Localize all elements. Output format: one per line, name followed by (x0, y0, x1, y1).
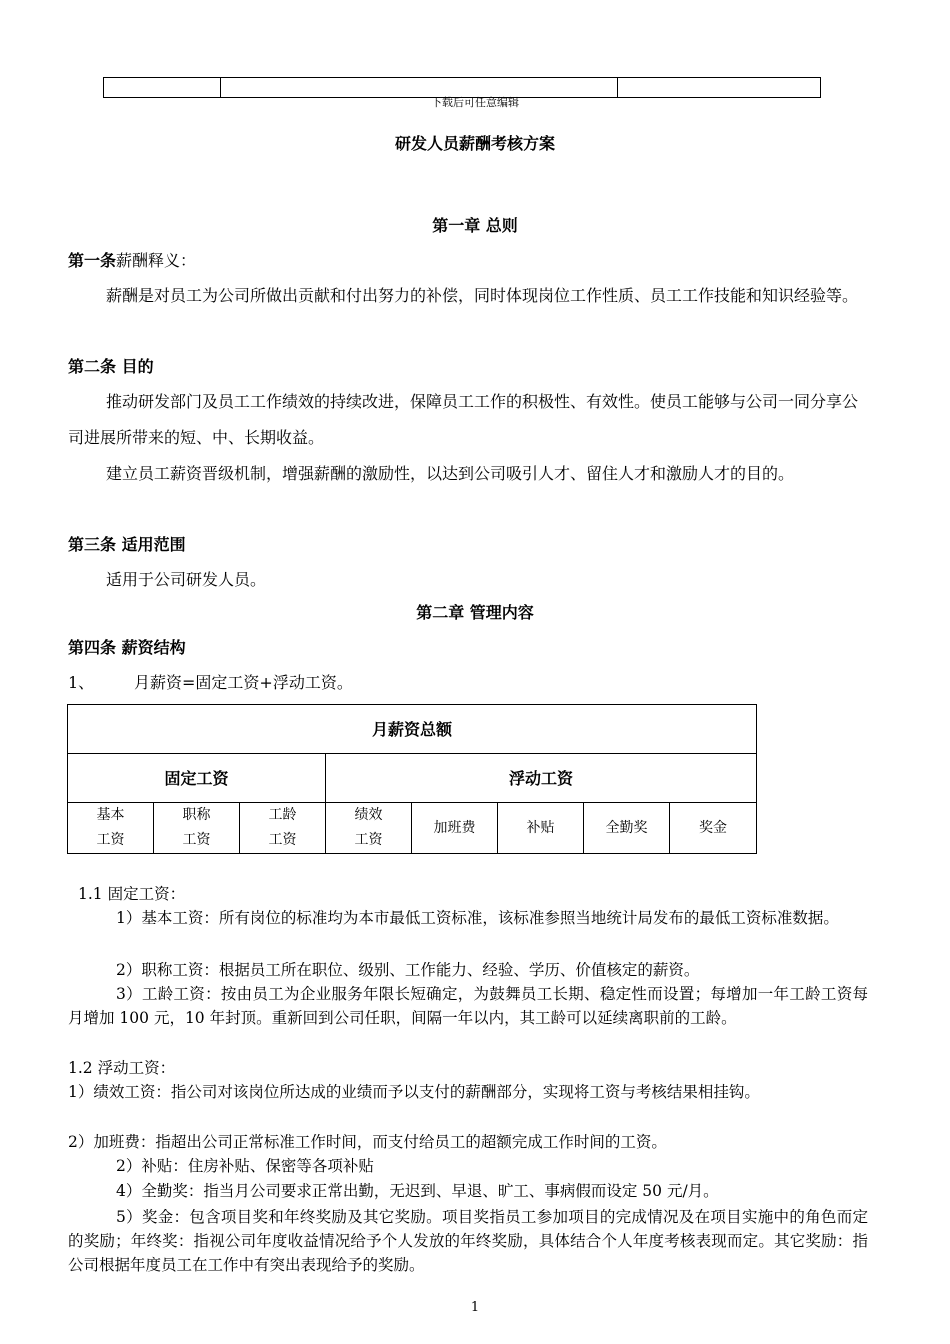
section-1-2-item-5: 5）奖金：包含项目奖和年终奖励及其它奖励。项目奖指员工参加项目的完成情况及在项目实施中的角色而定的奖励；年终奖：指视公司年度收益情况给予个人发放的年终奖励，具体结合个人年度考核表现而定。其它奖励：指公司根据年度员工在工作中有突出表现给予的奖励。 (68, 1208, 868, 1274)
article-3-heading (68, 534, 186, 556)
watermark-text: 下载后可任意编辑 (431, 96, 519, 109)
formula-number: 1、 (68, 673, 95, 692)
article-3-text: 适用于公司研发人员。 (106, 570, 267, 589)
floating-salary-header: 浮动工资 (326, 754, 757, 803)
salary-item-cell: 加班费 (412, 803, 498, 854)
salary-formula (68, 672, 353, 694)
header-cell (618, 78, 821, 98)
article-1-text: 薪酬是对员工为公司所做出贡献和付出努力的补偿，同时体现岗位工作性质、员工工作技能和知识经验等。 (106, 286, 859, 305)
header-cell (221, 78, 618, 98)
article-2-text-2: 建立员工薪资晋级机制，增强薪酬的激励性，以达到公司吸引人才、留住人才和激励人才的目的。 (106, 464, 795, 483)
chapter-2-heading: 第二章 管理内容 (416, 603, 534, 622)
section-1-1-item-2: 2）职称工资：根据员工所在职位、级别、工作能力、经验、学历、价值核定的薪资。 (116, 961, 700, 979)
section-1-2-item-1: 1）绩效工资：指公司对该岗位所达成的业绩而予以支付的薪酬部分，实现将工资与考核结果相挂钩。 (68, 1083, 760, 1101)
article-1-label: 第一条 (68, 251, 117, 270)
section-1-2-item-2: 2）加班费：指超出公司正常标准工作时间，而支付给员工的超额完成工作时间的工资。 (68, 1133, 667, 1151)
article-1-paragraph (68, 278, 858, 314)
salary-item-cell: 补贴 (498, 803, 584, 854)
section-1-1-heading: 1.1 固定工资： (78, 885, 186, 903)
article-2-label: 第二条 (68, 357, 117, 376)
article-3-title: 适用范围 (121, 535, 186, 554)
salary-item-cell: 基本 工资 (68, 803, 154, 854)
article-2-paragraph-2 (68, 456, 858, 492)
article-2-paragraph-1 (68, 384, 858, 456)
article-2-text-1: 推动研发部门及员工工作绩效的持续改进，保障员工工作的积极性、有效性。使员工能够与公司一同分享公司进展所带来的短、中、长期收益。 (68, 392, 859, 447)
salary-item-cell: 绩效 工资 (326, 803, 412, 854)
salary-item-cell: 职称 工资 (154, 803, 240, 854)
article-1-title: 薪酬释义： (116, 251, 197, 270)
article-1-heading (68, 250, 196, 272)
formula-text: 月薪资=固定工资+浮动工资。 (134, 673, 353, 692)
section-1-2-item-3: 2）补贴：住房补贴、保密等各项补贴 (116, 1157, 374, 1175)
article-2-title: 目的 (121, 357, 154, 376)
header-table (103, 77, 821, 98)
document-title: 研发人员薪酬考核方案 (394, 134, 555, 153)
article-4-label: 第四条 (68, 638, 117, 657)
section-1-2-heading: 1.2 浮动工资： (68, 1059, 176, 1077)
salary-structure-table (67, 704, 757, 854)
header-cell (104, 78, 221, 98)
article-4-heading (68, 637, 186, 659)
chapter-1-heading: 第一章 总则 (432, 216, 518, 235)
section-1-1-item-3: 3）工龄工资：按由员工为企业服务年限长短确定，为鼓舞员工长期、稳定性而设置；每增加一年工龄工资每月增加 100 元，10 年封顶。重新回到公司任职，间隔一年以内，其工龄可以延续离职前的工龄。 (68, 985, 868, 1027)
salary-item-cell: 工龄 工资 (240, 803, 326, 854)
salary-item-cell: 全勤奖 (584, 803, 670, 854)
section-1-1-item-1: 1）基本工资：所有岗位的标准均为本市最低工资标准，该标准参照当地统计局发布的最低工资标准数据。 (116, 909, 839, 927)
section-1-2-item-4: 4）全勤奖：指当月公司要求正常出勤，无迟到、早退、旷工、事病假而设定 50 元/月。 (116, 1182, 719, 1200)
article-3-paragraph (68, 562, 858, 598)
fixed-salary-header: 固定工资 (68, 754, 326, 803)
page-number: 1 (470, 1300, 480, 1315)
article-2-heading (68, 356, 154, 378)
article-4-title: 薪资结构 (121, 638, 186, 657)
salary-item-cell: 奖金 (670, 803, 757, 854)
article-3-label: 第三条 (68, 535, 117, 554)
salary-total-header: 月薪资总额 (68, 705, 757, 754)
